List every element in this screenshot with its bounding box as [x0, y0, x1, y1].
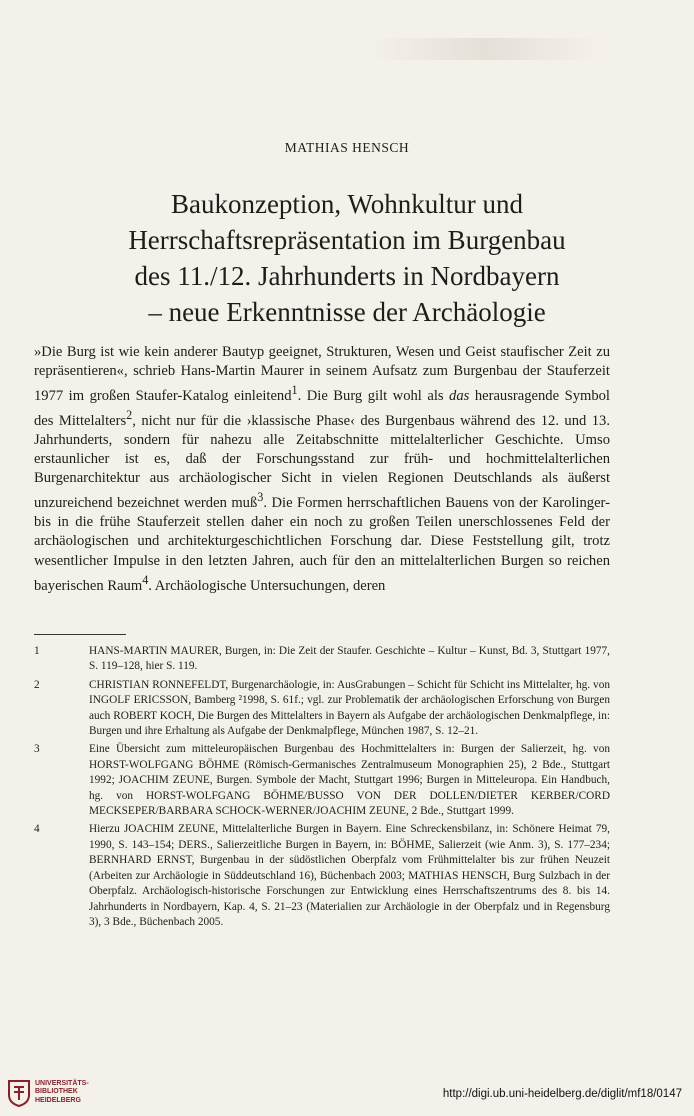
footnote-number: 3 [34, 743, 40, 756]
author-name: MATHIAS HENSCH [284, 140, 410, 155]
footnote-text: Hierzu JOACHIM ZEUNE, Mittelalterliche Burgen in Bayern. Eine Schreckensbilanz, in: Schönere Heimat 79, 1990, S. 143–154; DERS., Salierzeitliche Burgen in Bayern, in: BÖHME, Salierzeit (wie Anm. 3), S. 177–234; BERNHARD ERNST, Burgenbau in der südöstlichen Oberpfalz vom Frühmittelalter bis zur frühen Neuzeit (Arbeiten zur Archäologie in Süddeutschland 16), Büchenbach 2003; MATHIAS HENSCH, Burg Sulzbach in der Oberpfalz. Archäologisch-historische Forschungen zur Entwicklung eines Herrschaftszentrums des 8. bis 14. Jahrhunderts in Nordbayern, Kap. 4, S. 21–23 (Materialien zur Archäologie in der Oberpfalz und in Regensburg 3), 3 Bde., Büchenbach 2005. [89, 823, 610, 928]
body-text-segment: »Die Burg ist wie kein anderer Bautyp geeignet, Strukturen, Wesen und Geist staufischer Zeit zu repräsentieren«, schrieb Hans-Martin Maurer in seinem Aufsatz zum Burgenbau der Stauferzeit 1977 im großen Staufer-Katalog einleitend [34, 344, 610, 405]
body-paragraph [34, 343, 610, 596]
footnote [34, 644, 610, 675]
body-text-segment: . Archäologische Untersuchungen, deren [148, 577, 386, 594]
source-url-link[interactable]: http://digi.ub.uni-heidelberg.de/diglit/mf18/0147 [442, 1088, 682, 1100]
body-text-segment: . Die Burg gilt wohl als [297, 388, 450, 405]
footnote-number: 4 [34, 823, 40, 836]
body-text-segment: herausragende Symbol des Mittelalters [34, 388, 610, 429]
body-text-segment: . Die Formen herrschaftlichen Bauens von der Karolinger- bis in die frühe Stauferzeit stellen daher ein noch zu großen Teilen unerschlossenes Feld der archäologischen und architekturgeschichtlichen Forschung dar. Diese Feststellung gilt, trotz wesentlicher Impulse in den letzten Jahren, auch für den an mittelalterlichen Burgen so reichen bayerischen Raum [34, 495, 610, 594]
footnote [34, 678, 610, 740]
logo-line: BIBLIOTHEK [35, 1088, 78, 1096]
footnote-divider [34, 634, 126, 635]
footnote-ref[interactable]: 2 [126, 408, 133, 423]
footnotes [34, 644, 610, 933]
footnote-number: 1 [34, 645, 40, 657]
bleed-through-shadow [370, 38, 600, 60]
article-title [40, 186, 654, 330]
title-line: Baukonzeption, Wohnkultur und [170, 189, 524, 219]
logo-line: HEIDELBERG [35, 1096, 81, 1104]
title-line: – neue Erkenntnisse der Archäologie [148, 297, 546, 327]
emphasis: das [449, 388, 470, 405]
title-line: Herrschaftsrepräsentation im Burgenbau [128, 225, 566, 255]
logo-line: UNIVERSITÄTS- [35, 1080, 89, 1087]
library-logo[interactable] [6, 1078, 116, 1110]
footnote [34, 742, 610, 819]
footnote-text: CHRISTIAN RONNEFELDT, Burgenarchäologie, in: AusGrabungen – Schicht für Schicht ins Mittelalter, hg. von INGOLF ERICSSON, Bamberg ²1998, S. 61f.; vgl. zur Problematik der archäologischen Erforschung von Burgen auch ROBERT KOCH, Die Burgen des Mittelalters in Bayern als Aufgabe der archäologischen Denkmalpflege, in: Burgen und ihre Erhaltung als Aufgabe der Denkmalpflege, München 1987, S. 12–21. [89, 678, 610, 738]
library-logo-text [35, 1080, 89, 1105]
footnote-ref[interactable]: 4 [142, 572, 149, 587]
footnote-ref[interactable]: 1 [291, 383, 298, 398]
footnote-text: Eine Übersicht zum mitteleuropäischen Burgenbau des Hochmittelalters in: Burgen der Salierzeit, hg. von HORST-WOLFGANG BÖHME (Römisch-Germanisches Zentralmuseum Monographien 25), 2 Bde., Stuttgart 1992; JOACHIM ZEUNE, Burgen. Symbole der Macht, Stuttgart 1996; Burgen in Mitteleuropa. Ein Handbuch, hg. von HORST-WOLFGANG BÖHME/BUSSO VON DER DOLLEN/DIETER KERBER/CORD MECKSEPER/BARBARA SCHOCK-WERNER/JOACHIM ZEUNE, 2 Bde., Stuttgart 1999. [89, 743, 610, 818]
footnote-number: 2 [34, 678, 40, 691]
footnote-ref[interactable]: 3 [257, 490, 264, 505]
library-seal-icon [6, 1078, 32, 1108]
body-text-segment: , nicht nur für die ›klassische Phase‹ des Burgenbaus während des 12. und 13. Jahrhunderts, sondern für nahezu alle Zeitabschnitte mittelalterlicher Geschichte. Umso erstaunlicher ist es, daß der Forschungsstand zur früh- und hochmittelalterlichen Burgenarchitektur aus archäologischer Sicht in vielen Regionen Deutschlands als äußerst unzureichend bezeichnet werden muß [34, 413, 610, 512]
title-line: des 11./12. Jahrhunderts in Nordbayern [134, 261, 560, 291]
footnote [34, 822, 610, 930]
footnote-text: HANS-MARTIN MAURER, Burgen, in: Die Zeit der Staufer. Geschichte – Kultur – Kunst, Bd. 3, Stuttgart 1977, S. 119–128, hier S. 119. [89, 645, 610, 673]
